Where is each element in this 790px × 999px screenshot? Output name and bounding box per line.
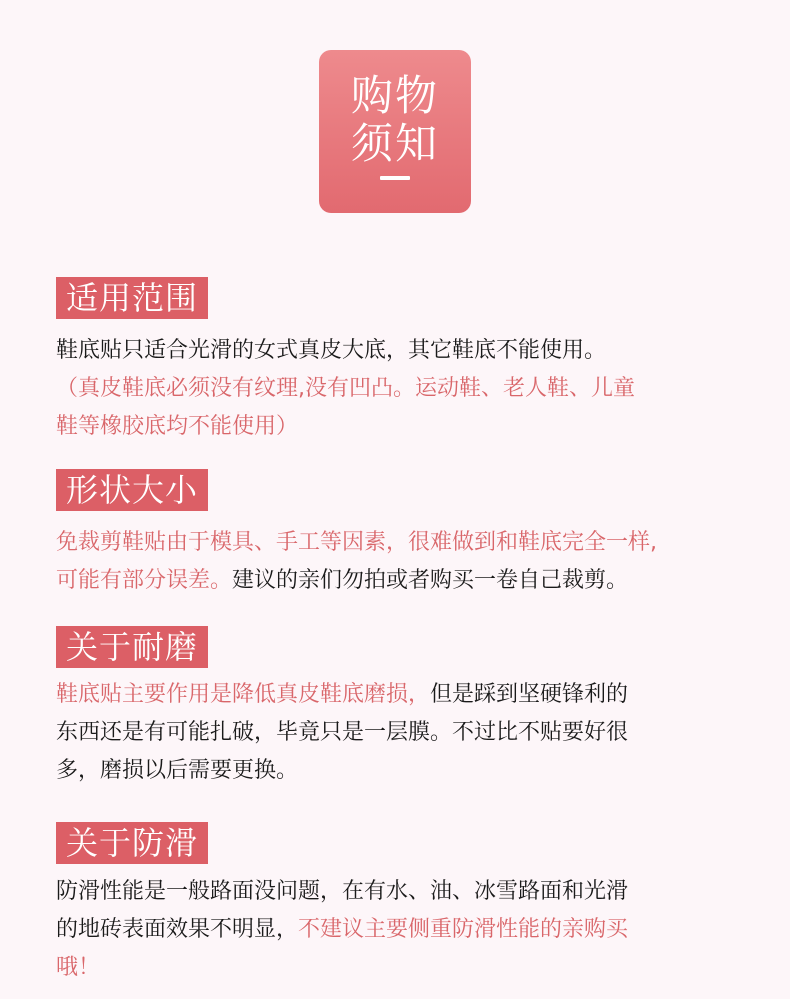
section-body-scope (56, 332, 746, 446)
durability-line3: 多，磨损以后需要更换。 (56, 758, 299, 783)
scope-line1: 鞋底贴只适合光滑的女式真皮大底，其它鞋底不能使用。 (56, 338, 607, 363)
notice-badge (319, 50, 471, 213)
section-body-durability (56, 676, 746, 790)
antislip-line3: 哦！ (56, 955, 101, 980)
durability-line1-pink: 鞋底贴主要作用是降低真皮鞋底磨损， (56, 682, 431, 707)
section-body-antislip (56, 873, 746, 987)
scope-note-line2: 鞋等橡胶底均不能使用） (56, 414, 299, 439)
durability-line1-dark: 但是踩到坚硬锋利的 (430, 682, 629, 707)
section-heading-antislip: 关于防滑 (56, 822, 208, 864)
durability-line2: 东西还是有可能扎破，毕竟只是一层膜。不过比不贴要好很 (56, 720, 629, 745)
antislip-line2-pink: 不建议主要侧重防滑性能的亲购买 (298, 917, 629, 942)
badge-title-line2: 须知 (350, 119, 439, 168)
size-line2 (56, 562, 746, 600)
section-body-size (56, 524, 746, 600)
section-heading-scope: 适用范围 (56, 277, 208, 319)
section-heading-durability: 关于耐磨 (56, 626, 208, 668)
badge-divider (380, 176, 410, 180)
antislip-line2 (56, 911, 746, 949)
size-line2-pink: 可能有部分误差。 (56, 568, 233, 593)
size-line1: 免裁剪鞋贴由于模具、手工等因素，很难做到和鞋底完全一样, (56, 530, 657, 555)
durability-line1 (56, 676, 746, 714)
size-line2-dark: 建议的亲们勿拍或者购买一卷自己裁剪。 (232, 568, 629, 593)
section-heading-size: 形状大小 (56, 469, 208, 511)
antislip-line1: 防滑性能是一般路面没问题，在有水、油、冰雪路面和光滑 (56, 879, 629, 904)
badge-title-line1: 购物 (350, 71, 439, 120)
antislip-line2-dark: 的地砖表面效果不明显， (56, 917, 299, 942)
scope-note-line1: （真皮鞋底必须没有纹理,没有凹凸。运动鞋、老人鞋、儿童 (56, 376, 635, 401)
